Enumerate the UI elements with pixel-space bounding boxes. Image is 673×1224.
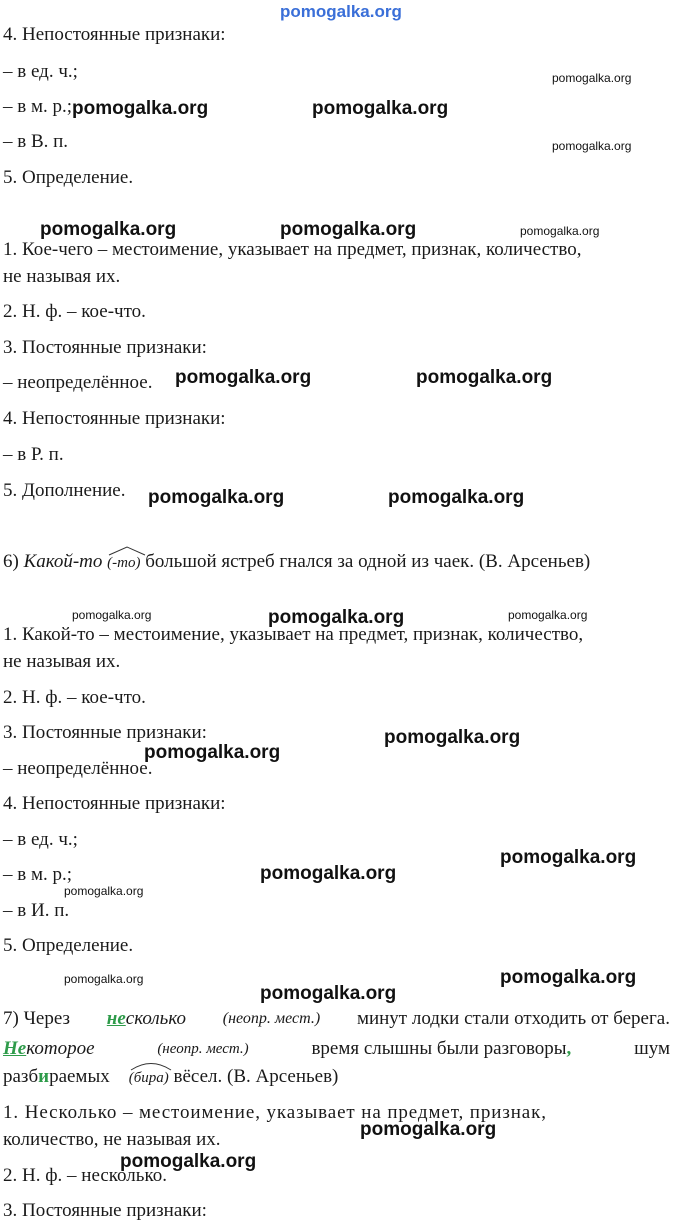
text-line: – в ед. ч.;: [3, 61, 78, 82]
sentence-7-line-3: [3, 1066, 338, 1089]
sentence-6: [3, 551, 590, 574]
text-line: 3. Постоянные признаки:: [3, 1200, 207, 1221]
pronoun-word: Какой-то: [23, 551, 103, 572]
watermark: pomogalka.org: [416, 367, 553, 388]
text-line: 4. Непостоянные признаки:: [3, 24, 226, 45]
text-line: 1. Несколько – местоимение, указывает на предмет, признак,: [3, 1102, 547, 1123]
sentence-7-line-2: [3, 1038, 670, 1060]
watermark: pomogalka.org: [520, 224, 600, 238]
text-line: 5. Определение.: [3, 167, 134, 188]
sentence-7-line-1: [3, 1008, 670, 1030]
text-line: 5. Дополнение.: [3, 480, 126, 501]
comma-mark: ,: [566, 1038, 572, 1059]
watermark: pomogalka.org: [388, 487, 525, 508]
text-line: – в м. р.;: [3, 96, 73, 117]
text-line: не называя их.: [3, 266, 121, 287]
sentence-text: шум: [634, 1038, 670, 1059]
watermark: pomogalka.org: [552, 71, 632, 85]
morpheme-mark: (-то): [107, 552, 140, 574]
pos-mark: (неопр. мест.): [157, 1041, 249, 1057]
watermark: pomogalka.org: [384, 727, 521, 748]
pos-mark: (неопр. мест.): [222, 1010, 321, 1027]
text-line: 4. Непостоянные признаки:: [3, 793, 226, 814]
suffix-arc-icon: [107, 546, 147, 556]
watermark: pomogalka.org: [120, 1151, 257, 1172]
sentence-number: 7) Через: [3, 1008, 71, 1029]
watermark: pomogalka.org: [500, 847, 637, 868]
watermark: pomogalka.org: [72, 608, 152, 622]
watermark: pomogalka.org: [64, 884, 144, 898]
watermark: pomogalka.org: [508, 608, 588, 622]
text-line: 5. Определение.: [3, 935, 134, 956]
text-line: – в Р. п.: [3, 444, 64, 465]
text-line: 1. Какой-то – местоимение, указывает на предмет, признак, количество,: [3, 624, 584, 645]
watermark: pomogalka.org: [40, 219, 177, 240]
pronoun-word: Некоторое: [3, 1038, 95, 1059]
text-line: – в м. р.;: [3, 864, 73, 885]
watermark: pomogalka.org: [72, 98, 209, 119]
watermark: pomogalka.org: [175, 367, 312, 388]
watermark: pomogalka.org: [312, 98, 449, 119]
watermark: pomogalka.org: [148, 487, 285, 508]
text-line: 1. Кое-чего – местоимение, указывает на предмет, признак, количество,: [3, 239, 582, 260]
text-line: – в ед. ч.;: [3, 829, 78, 850]
watermark: pomogalka.org: [552, 139, 632, 153]
watermark: pomogalka.org: [144, 742, 281, 763]
text-line: не называя их.: [3, 651, 121, 672]
text-line: 2. Н. ф. – несколько.: [3, 1165, 167, 1186]
watermark: pomogalka.org: [360, 1119, 497, 1140]
text-line: – неопределённое.: [3, 758, 153, 779]
watermark: pomogalka.org: [500, 967, 637, 988]
participle-word: разбираемых: [3, 1066, 110, 1087]
root-arc-icon: [129, 1061, 173, 1071]
sentence-text: вёсел. (В. Арсеньев): [173, 1066, 339, 1087]
text-line: 2. Н. ф. – кое-что.: [3, 301, 146, 322]
text-line: 4. Непостоянные признаки:: [3, 408, 226, 429]
watermark: pomogalka.org: [260, 983, 397, 1004]
text-line: количество, не называя их.: [3, 1129, 221, 1150]
root-mark: (бира): [129, 1067, 169, 1089]
sentence-text: большой ястреб гнался за одной из чаек. (В. Арсеньев): [145, 551, 591, 572]
watermark: pomogalka.org: [280, 219, 417, 240]
watermark: pomogalka.org: [64, 972, 144, 986]
pronoun-word: несколько: [106, 1008, 186, 1029]
text-line: 3. Постоянные признаки:: [3, 722, 207, 743]
watermark: pomogalka.org: [268, 607, 405, 628]
text-line: 2. Н. ф. – кое-что.: [3, 687, 146, 708]
text-line: – неопределённое.: [3, 372, 153, 393]
text-line: 3. Постоянные признаки:: [3, 337, 207, 358]
watermark: pomogalka.org: [260, 863, 397, 884]
sentence-text: время слышны были разговоры,: [311, 1038, 572, 1059]
sentence-number: 6): [3, 551, 19, 572]
text-line: – в В. п.: [3, 131, 69, 152]
site-header: pomogalka.org: [280, 2, 402, 21]
sentence-text: минут лодки стали отходить от берега.: [356, 1008, 670, 1029]
text-line: – в И. п.: [3, 900, 70, 921]
